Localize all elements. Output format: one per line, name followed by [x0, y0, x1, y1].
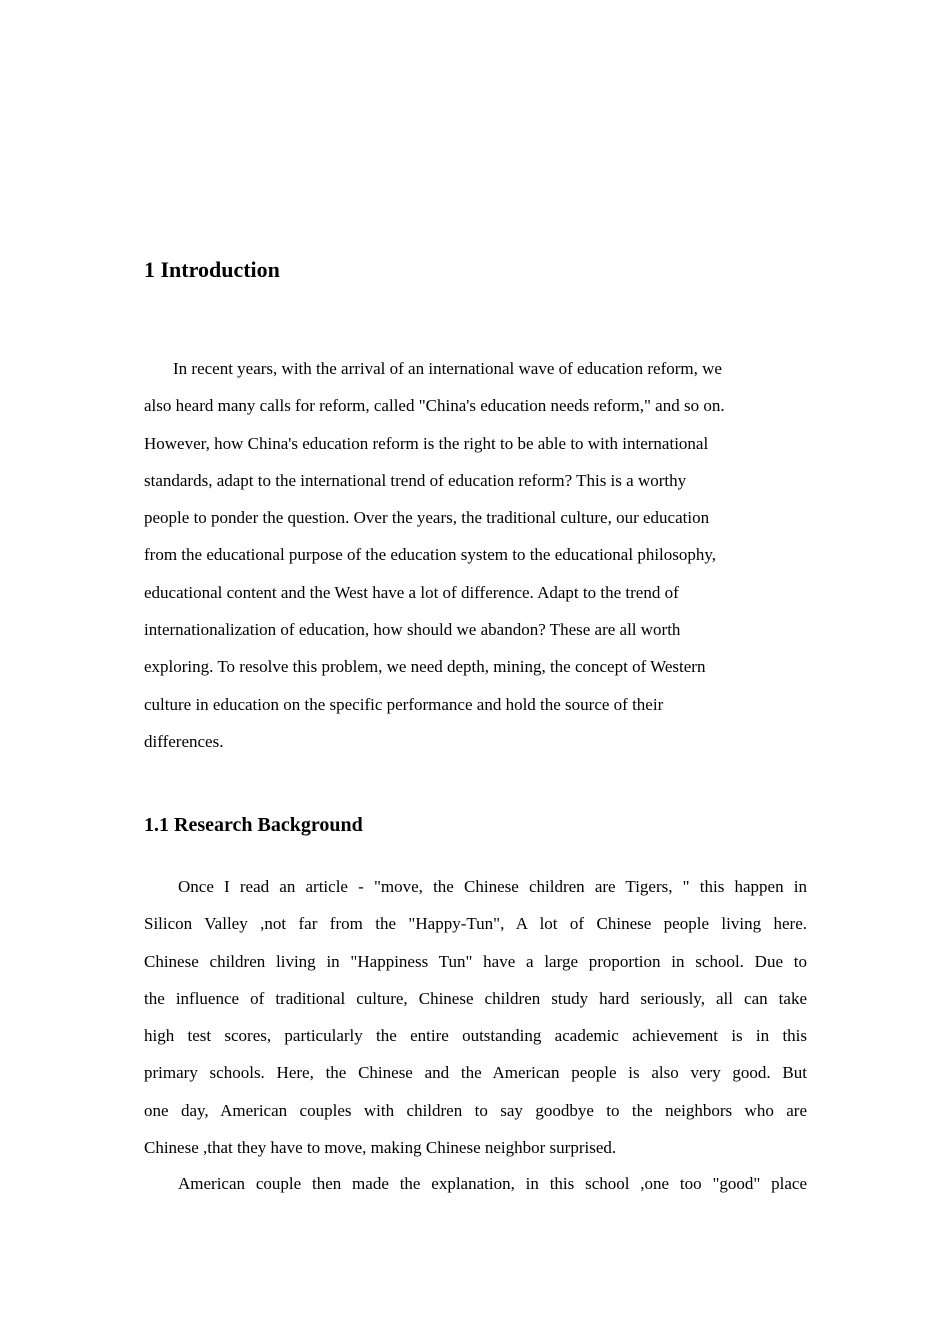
paragraph-line: from the educational purpose of the education system to the educational philosophy, — [144, 545, 717, 565]
research-background-paragraph-2 — [144, 1165, 807, 1202]
paragraph-line: internationalization of education, how should we abandon? These are all worth — [144, 620, 681, 640]
paragraph-line: people to ponder the question. Over the years, the traditional culture, our education — [144, 508, 710, 528]
paragraph-line: Chinese children living in "Happiness Tun" have a large proportion in school. Due to — [144, 951, 807, 971]
paragraph-line: one day, American couples with children to say goodbye to the neighbors who are — [144, 1100, 807, 1120]
introduction-paragraph — [144, 350, 807, 760]
paragraph-line: American couple then made the explanation, in this school ,one too "good" place — [178, 1174, 807, 1193]
research-background-paragraph-1 — [144, 868, 807, 1166]
paragraph-line: culture in education on the specific performance and hold the source of their — [144, 694, 664, 714]
paragraph-line: Once I read an article - "move, the Chinese children are Tigers, " this happen in — [178, 877, 807, 896]
paragraph-line: educational content and the West have a lot of difference. Adapt to the trend of — [144, 582, 679, 602]
paragraph-line: However, how China's education reform is the right to be able to with international — [144, 433, 709, 453]
paragraph-line: Chinese ,that they have to move, making Chinese neighbor surprised. — [144, 1138, 617, 1158]
paragraph-line: also heard many calls for reform, called "China's education needs reform," and so on. — [144, 396, 725, 416]
paragraph-line: high test scores, particularly the entire outstanding academic achievement is in this — [144, 1026, 807, 1046]
paragraph-line: Silicon Valley ,not far from the "Happy-Tun", A lot of Chinese people living here. — [144, 914, 807, 934]
paragraph-line: primary schools. Here, the Chinese and the American people is also very good. But — [144, 1063, 807, 1083]
paragraph-line: differences. — [144, 731, 224, 751]
paragraph-line: the influence of traditional culture, Chinese children study hard seriously, all can take — [144, 988, 807, 1008]
section-heading-research-background: 1.1 Research Background — [144, 814, 363, 836]
paragraph-line: In recent years, with the arrival of an international wave of education reform, we — [173, 359, 722, 378]
paragraph-line: exploring. To resolve this problem, we need depth, mining, the concept of Western — [144, 657, 706, 677]
section-heading-introduction: 1 Introduction — [144, 257, 280, 282]
paragraph-line: standards, adapt to the international trend of education reform? This is a worthy — [144, 470, 687, 490]
